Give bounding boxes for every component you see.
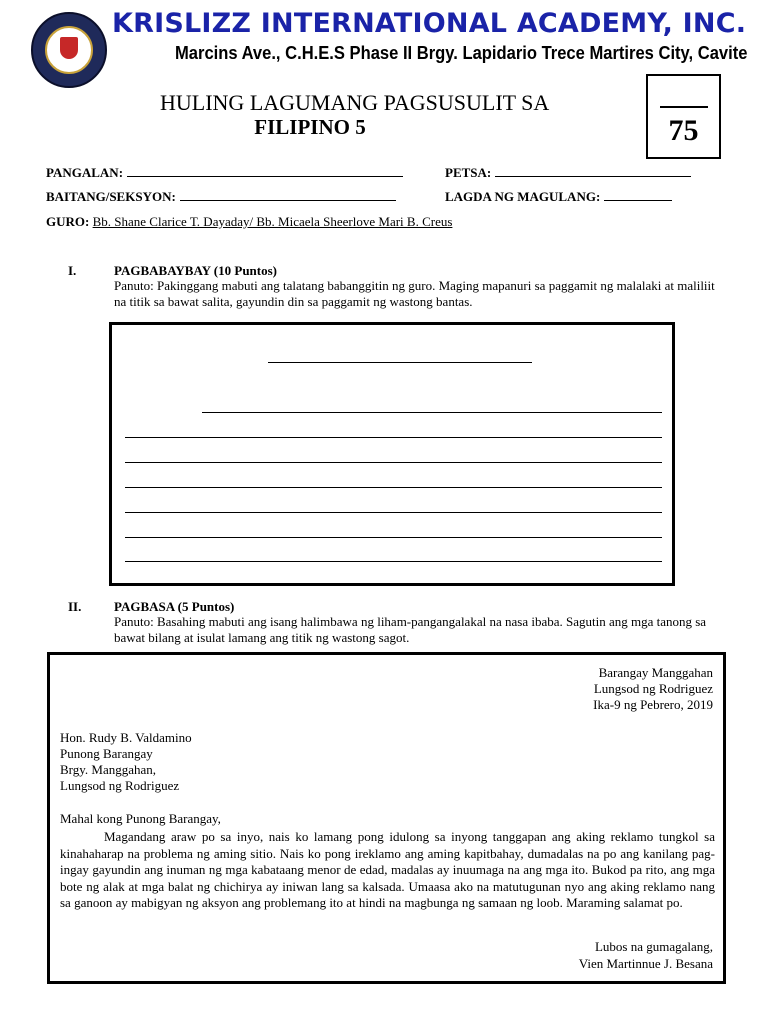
pangalan-label: PANGALAN: (46, 165, 124, 180)
pangalan-blank[interactable] (127, 166, 403, 177)
baitang-field[interactable] (46, 189, 396, 205)
score-blank (660, 106, 708, 108)
logo-emblem (45, 26, 93, 74)
section2-number: II. (68, 599, 82, 614)
dictation-title-line[interactable] (268, 362, 532, 363)
letter-date: Ika-9 ng Pebrero, 2019 (593, 697, 713, 712)
dictation-line[interactable] (125, 462, 662, 463)
petsa-label: PETSA: (445, 165, 492, 180)
letter-signature: Vien Martinnue J. Besana (578, 956, 713, 971)
guro-label: GURO: (46, 214, 90, 229)
school-logo (31, 12, 107, 88)
lagda-blank[interactable] (604, 190, 672, 201)
guro-names: Bb. Shane Clarice T. Dayaday/ Bb. Micaela Sheerlove Mari B. Creus (92, 214, 453, 229)
dictation-line[interactable] (125, 437, 662, 438)
inside-address-line: Lungsod ng Rodriguez (60, 778, 180, 793)
exam-subject: FILIPINO 5 (254, 115, 366, 139)
pangalan-field[interactable] (46, 165, 403, 181)
petsa-blank[interactable] (495, 166, 691, 177)
section2-title: PAGBASA (5 Puntos) (114, 599, 235, 614)
guro-line (46, 214, 452, 230)
lagda-field[interactable] (445, 189, 672, 205)
exam-title: HULING LAGUMANG PAGSUSULIT SA (160, 90, 550, 115)
dictation-line[interactable] (125, 512, 662, 513)
inside-address-line: Punong Barangay (60, 746, 153, 761)
letter-heading-line: Barangay Manggahan (598, 665, 713, 680)
inside-address-line: Brgy. Manggahan, (60, 762, 157, 777)
school-name: KRISLIZZ INTERNATIONAL ACADEMY, INC. (112, 8, 747, 39)
dictation-line[interactable] (125, 537, 662, 538)
letter-box (47, 652, 726, 984)
dictation-box[interactable] (109, 322, 675, 586)
letter-heading-line: Lungsod ng Rodriguez (593, 681, 713, 696)
section2-instructions: Panuto: Basahing mabuti ang isang halimbawa ng liham-pangangalakal na nasa ibaba. Sagutin ang mga tanong sa bawat bilang at isulat lamang ang titik ng wastong sagot. (114, 614, 707, 645)
dictation-line[interactable] (125, 487, 662, 488)
letter-body: Magandang araw po sa inyo, nais ko lamang pong idulong sa inyong tanggapan ang aking reklamo tungkol sa kinahaharap na problema ng aming sitio. Nais ko pong ireklamo ang aming kapitbahay, dumadalas na po ang kanilang pag-ingay gayundin ang inuman ng mga kabataang menor de edad, madalas ay inuumaga na ang mga ito. Bukod pa rito, ang mga bote ng alak at mga balat ng chichirya ay iniwan lang sa kalsada. Umaasa ako na matutugunan nyo ang aking reklamo nang sa ganoon ay mabigyan ng aksyon ang problemang ito at hindi na magbunga ng samaan ng loob. Maraming salamat po. (60, 829, 715, 911)
logo-shield-icon (60, 37, 78, 59)
letter-salutation: Mahal kong Punong Barangay, (60, 811, 221, 826)
dictation-line[interactable] (202, 412, 662, 413)
lagda-label: LAGDA NG MAGULANG: (445, 189, 601, 204)
inside-address-line: Hon. Rudy B. Valdamino (60, 730, 192, 745)
letter-closing: Lubos na gumagalang, (594, 939, 713, 954)
dictation-line[interactable] (125, 561, 662, 562)
section1-title: PAGBABAYBAY (10 Puntos) (114, 263, 278, 278)
school-address: Marcins Ave., C.H.E.S Phase II Brgy. Lapidario Trece Martires City, Cavite (175, 43, 748, 63)
letter-body-paragraph (60, 829, 715, 912)
baitang-label: BAITANG/SEKSYON: (46, 189, 176, 204)
section1-instructions: Panuto: Pakinggang mabuti ang talatang babanggitin ng guro. Maging mapanuri sa paggamit ng malalaki at maliliit na titik sa bawat salita, gayundin din sa paggamit ng wastong bantas. (114, 278, 715, 309)
section1-number: I. (68, 263, 77, 278)
baitang-blank[interactable] (180, 190, 396, 201)
petsa-field[interactable] (445, 165, 691, 181)
total-score: 75 (668, 114, 699, 147)
score-box (646, 74, 721, 159)
